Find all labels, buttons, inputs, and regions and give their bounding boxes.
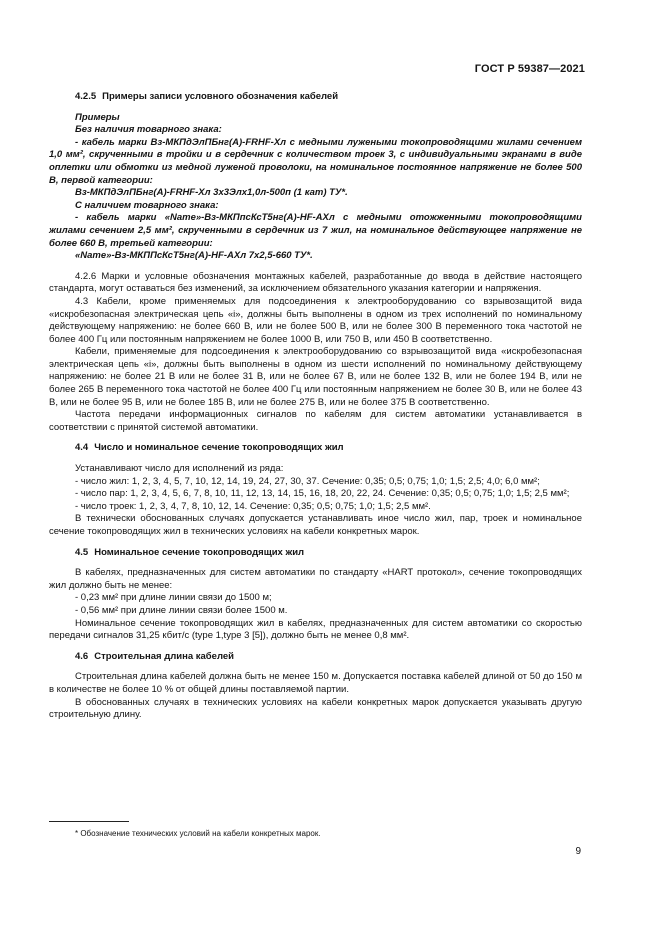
paragraph-4-6-other: В обоснованных случаях в технических условиях на кабели конкретных марок допускается указывать другую строительную длину. xyxy=(49,696,582,721)
paragraph-4-6-length: Строительная длина кабелей должна быть не менее 150 м. Допускается поставка кабелей длиной от 50 до 150 м в количестве не более 10 % от общей длины поставляемой партии. xyxy=(49,671,582,695)
section-number: 4.6 xyxy=(75,650,89,662)
section-title: Примеры записи условного обозначения кабелей xyxy=(102,91,339,102)
page-content xyxy=(49,91,582,722)
list-item-short-line: - 0,23 мм² при длине линии связи до 1500 м; xyxy=(75,592,272,604)
paragraph-4-2-6: 4.2.6 Марки и условные обозначения монтажных кабелей, разработанные до ввода в действие настоящего стандарта, могут оставаться без изменений, за исключением обязательного указания категории и напряжения. xyxy=(49,270,582,295)
section-number: 4.5 xyxy=(75,546,89,558)
paragraph-4-3: 4.3 Кабели, кроме применяемых для подсоединения к электрооборудованию со взрывозащитой вида «искробезопасная электрическая цепь «i», должны быть выполнены в одном из трех исполнений по номинальному действующему напряжению: не более 660 В, или не более 500 В, или не более 300 В переменного тока частотой не более 400 Гц или постоянным напряжением не более 1000 В, или 750 В, или 450 В соответственно. xyxy=(49,295,582,345)
section-title: Строительная длина кабелей xyxy=(94,650,234,662)
section-title: Номинальное сечение токопроводящих жил xyxy=(94,546,305,558)
example-2-text: - кабель марки «Name»-Вз-МКПпсКсТ5нг(А)-HF-АХл с медными отожженными токопроводящими жилами сечением 2,5 мм², скрученными в сердечник из 7 жил, на номинальное действующее напряжение не более 660 В, третьей категории: xyxy=(49,212,582,249)
no-trademark-label: Без наличия товарного знака: xyxy=(75,124,222,136)
section-title: Число и номинальное сечение токопроводящих жил xyxy=(94,442,344,454)
section-4-2-5-heading xyxy=(75,91,582,104)
page-number: 9 xyxy=(575,846,581,857)
footnote-divider xyxy=(49,821,129,822)
example-1-designation: Вз-МКПдЭлПБнг(А)-FRHF-Хл 3х3Элх1,0л-500п (1 кат) ТУ*. xyxy=(75,187,348,199)
list-item-cores: - число жил: 1, 2, 3, 4, 5, 7, 10, 12, 14, 19, 24, 27, 30, 37. Сечение: 0,35; 0,5; 0,75; 1,0; 1,5; 2,5; 4,0; 6,0 мм²; xyxy=(75,475,540,487)
section-number: 4.4 xyxy=(75,442,89,454)
section-4-4-heading xyxy=(75,442,582,455)
section-number: 4.2.5 xyxy=(75,91,97,102)
standard-code: ГОСТ Р 59387—2021 xyxy=(474,63,585,75)
paragraph-4-3-intrinsic: Кабели, применяемые для подсоединения к электрооборудованию со взрывозащитой вида «искробезопасная электрическая цепь «i», должны быть выполнены в одном из шести исполнений по номинальному действующему напряжению: не более 21 В или не более 31 В, или не более 67 В, или не более 132 В, или не более 194 В, или не более 265 В переменного тока частотой не более 400 Гц или постоянным напряжением не более 30 В, или не более 43 В, или не более 95 В, или не более 185 В, или не более 275 В, или не более 375 В соответственно. xyxy=(49,346,582,408)
paragraph-4-5-speed: Номинальное сечение токопроводящих жил в кабелях, предназначенных для систем автоматики со скоростью передачи сигналов 31,25 кбит/с (type 1,type 3 [5]), должно быть не менее 0,8 мм². xyxy=(49,617,582,642)
footnote: * Обозначение технических условий на кабели конкретных марок. xyxy=(75,829,321,838)
paragraph-4-4-intro: Устанавливают число для исполнений из ряда: xyxy=(75,463,284,475)
list-item-long-line: - 0,56 мм² при длине линии связи более 1500 м. xyxy=(75,604,288,616)
paragraph-4-5-hart: В кабелях, предназначенных для систем автоматики по стандарту «HART протокол», сечение токопроводящих жил должно быть не менее: xyxy=(49,567,582,591)
list-item-pairs: - число пар: 1, 2, 3, 4, 5, 6, 7, 8, 10, 11, 12, 13, 14, 15, 16, 18, 20, 22, 24. Сечение: 0,35; 0,5; 0,75; 1,0; 1,5; 2,5 мм²; xyxy=(75,488,570,500)
paragraph-4-4-note: В технически обоснованных случаях допускается устанавливать иное число жил, пар, троек и номинальное сечение токопроводящих жил в технических условиях на кабели конкретных марок. xyxy=(49,513,582,537)
example-2-designation: «Name»-Вз-МКППсКсТ5нг(А)-HF-АХл 7х2,5-660 ТУ*. xyxy=(75,250,313,262)
section-4-5-heading xyxy=(75,547,582,560)
section-4-6-heading xyxy=(75,651,582,664)
example-1-text: - кабель марки Вз-МКПдЭлПБнг(А)-FRHF-Хл с медными лужеными токопроводящими жилами сечением 1,0 мм², скрученными в тройки и в сердечник с количеством троек 3, с индивидуальными экранами в виде оплетки или обмотки из медной луженой проволоки, на номинальное постоянное напряжение не более 500 В, первой категории: xyxy=(49,136,582,186)
examples-label: Примеры xyxy=(75,111,120,123)
list-item-triples: - число троек: 1, 2, 3, 4, 7, 8, 10, 12, 14. Сечение: 0,35; 0,5; 0,75; 1,0; 1,5; 2,5 мм². xyxy=(75,500,431,512)
paragraph-4-3-frequency: Частота передачи информационных сигналов по кабелям для систем автоматики устанавливается в соответствии с принятой системой автоматики. xyxy=(49,409,582,433)
with-trademark-label: С наличием товарного знака: xyxy=(75,199,219,211)
